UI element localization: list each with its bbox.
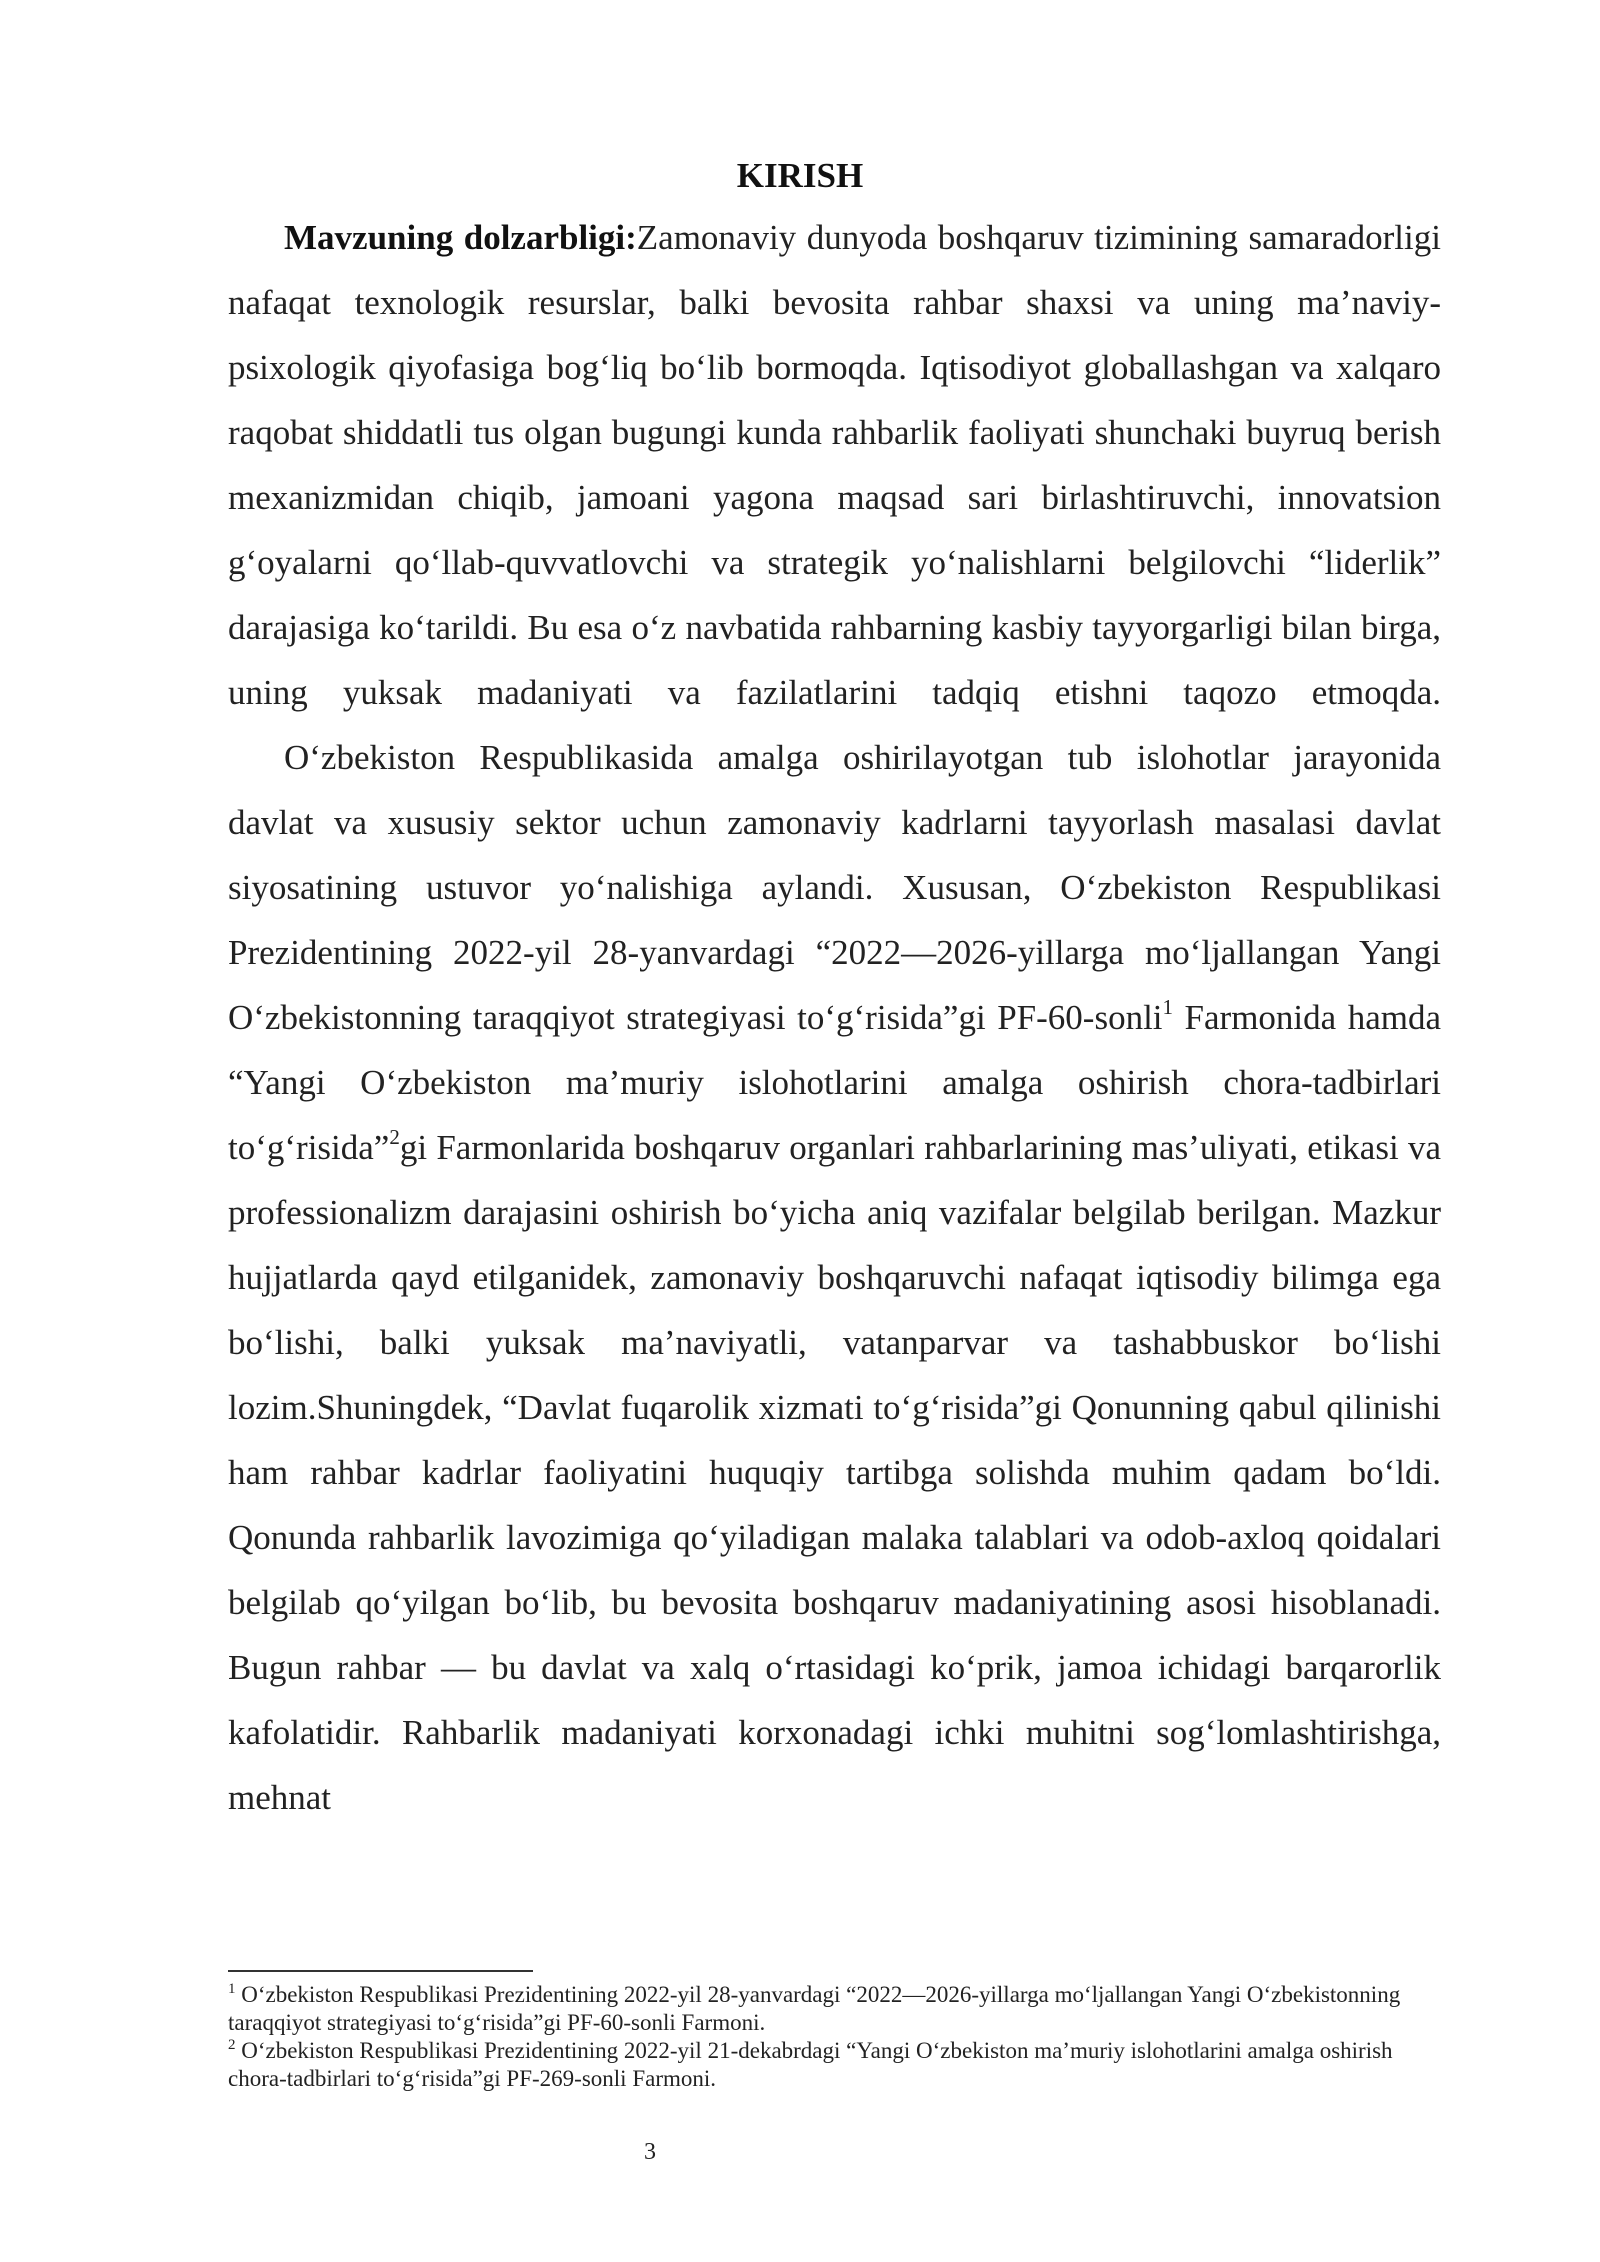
footnote-text: O‘zbekiston Respublikasi Prezidentining 2022-yil 28-yanvardagi “2022—2026-yillarga mo‘ljallangan Yangi O‘zbekistonning taraqqiyot strategiyasi to‘g‘risida”gi PF-60-sonli Farmoni. [228,1982,1401,2035]
footnote [228,2037,1441,2093]
paragraph-text: O‘zbekiston Respublikasida amalga oshirilayotgan tub islohotlar jarayonida davlat va xususiy sektor uchun zamonaviy kadrlarni tayyorlash masalasi davlat siyosatining ustuvor yo‘nalishiga aylandi. Xususan, O‘zbekiston Respublikasi Prezidentining 2022-yil 28-yanvardagi “2022—2026-yillarga mo‘ljallangan Yangi O‘zbekistonning taraqqiyot strategiyasi to‘g‘risida”gi PF-60-sonli [228,738,1441,1037]
paragraph [228,205,1441,725]
lead-phrase: Mavzuning dolzarbligi: [284,218,637,257]
paragraph-text: Zamonaviy dunyoda boshqaruv tizimining samaradorligi nafaqat texnologik resurslar, balki bevosita rahbar shaxsi va uning ma’naviy-psixologik qiyofasiga bog‘liq bo‘lib bormoqda. Iqtisodiyot globallashgan va xalqaro raqobat shiddatli tus olgan bugungi kunda rahbarlik faoliyati shunchaki buyruq berish mexanizmidan chiqib, jamoani yagona maqsad sari birlashtiruvchi, innovatsion g‘oyalarni qo‘llab-quvvatlovchi va strategik yo‘nalishlarni belgilovchi “liderlik” darajasiga ko‘tarildi. Bu esa o‘z navbatida rahbarning kasbiy tayyorgarligi bilan birga, uning yuksak madaniyati va fazilatlarini tadqiq etishni taqozo etmoqda. [228,218,1441,712]
footnote-reference[interactable]: 2 [389,1125,400,1149]
footnote-marker: 2 [228,2037,236,2053]
footnote-marker: 1 [228,1981,236,1997]
page-number: 3 [644,2139,656,2165]
paragraph [228,725,1441,1830]
body-text [228,205,1441,1830]
section-heading: KIRISH [736,156,864,195]
footnote-reference[interactable]: 1 [1162,995,1174,1019]
footnote-separator [228,1970,533,1972]
footnote [228,1981,1441,2037]
paragraph-text: Farmonida hamda “Yangi O‘zbekiston ma’muriy islohotlarini amalga oshirish chora-tadbirlari to‘g‘risida” [228,998,1441,1167]
footnotes [228,1981,1441,2093]
footnote-text: O‘zbekiston Respublikasi Prezidentining 2022-yil 21-dekabrdagi “Yangi O‘zbekiston ma’muriy islohotlarini amalga oshirish chora-tadbirlari to‘g‘risida”gi PF-269-sonli Farmoni. [228,2038,1393,2091]
paragraph-text: gi Farmonlarida boshqaruv organlari rahbarlarining mas’uliyati, etikasi va professionalizm darajasini oshirish bo‘yicha aniq vazifalar belgilab berilgan. Mazkur hujjatlarda qayd etilganidek, zamonaviy boshqaruvchi nafaqat iqtisodiy bilimga ega bo‘lishi, balki yuksak ma’naviyatli, vatanparvar va tashabbuskor bo‘lishi lozim.Shuningdek, “Davlat fuqarolik xizmati to‘g‘risida”gi Qonunning qabul qilinishi ham rahbar kadrlar faoliyatini huquqiy tartibga solishda muhim qadam bo‘ldi. Qonunda rahbarlik lavozimiga qo‘yiladigan malaka talablari va odob-axloq qoidalari belgilab qo‘yilgan bo‘lib, bu bevosita boshqaruv madaniyatining asosi hisoblanadi. Bugun rahbar — bu davlat va xalq o‘rtasidagi ko‘prik, jamoa ichidagi barqarorlik kafolatidir. Rahbarlik madaniyati korxonadagi ichki muhitni sog‘lomlashtirishga, mehnat [228,1128,1441,1817]
